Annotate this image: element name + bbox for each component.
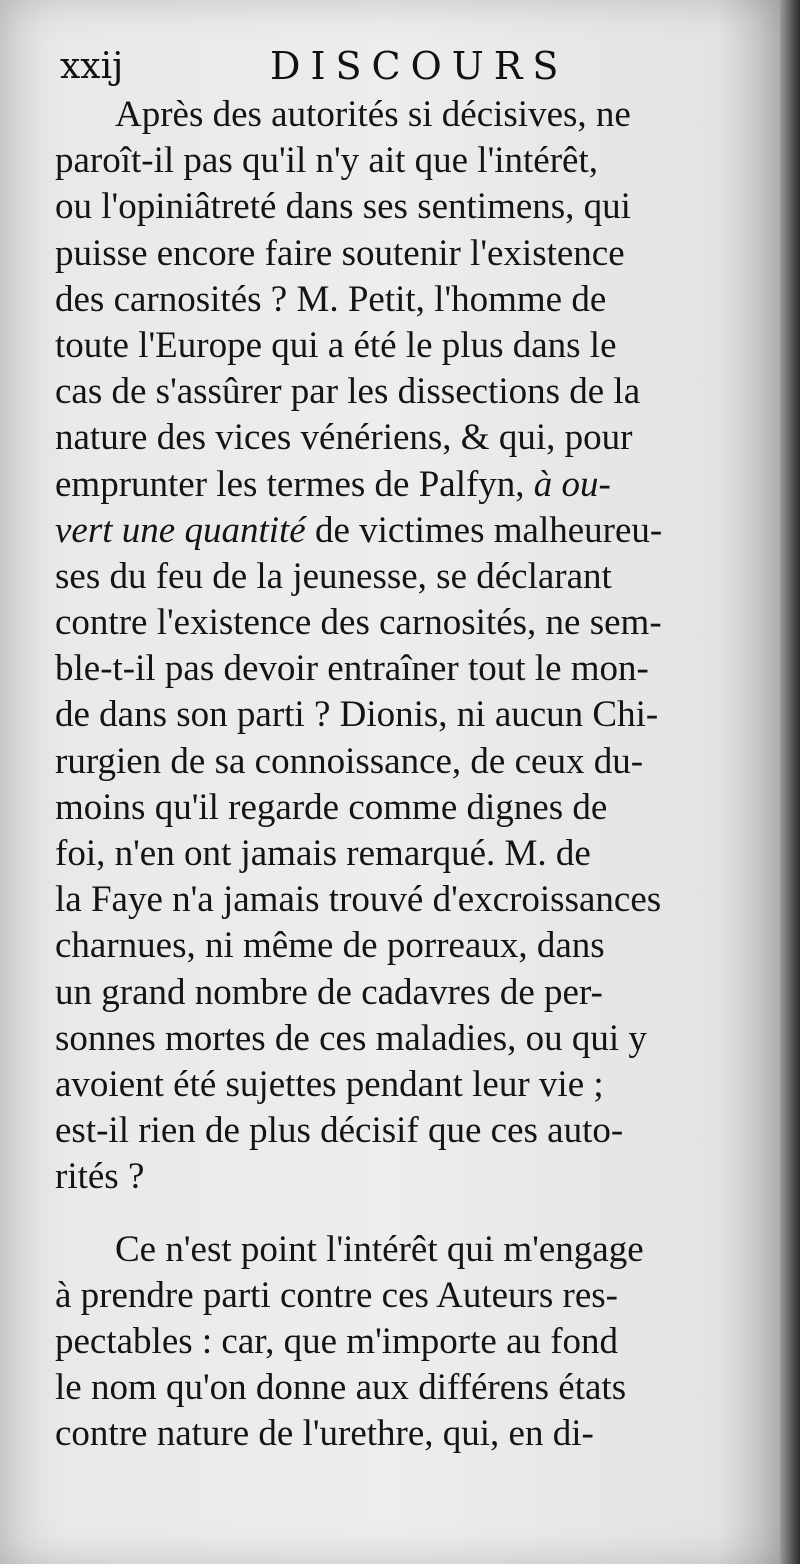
text-line: paroît-il pas qu'il n'y ait que l'intérêt,: [55, 140, 599, 182]
text-line: sonnes mortes de ces maladies, ou qui y: [55, 1017, 647, 1059]
text-line: rités ?: [55, 1156, 145, 1198]
text-line: avoient été sujettes pendant leur vie ;: [55, 1063, 604, 1105]
text-line: est-il rien de plus décisif que ces auto-: [55, 1110, 624, 1152]
text-line: contre l'existence des carnosités, ne sem-: [55, 602, 662, 644]
text-line: vert une quantité de victimes malheureu-: [55, 509, 663, 551]
running-title: DISCOURS: [270, 44, 569, 88]
text-line: moins qu'il regarde comme dignes de: [55, 786, 608, 828]
text-line: nature des vices vénériens, & qui, pour: [55, 417, 633, 459]
italic-quote: vert une quantité: [55, 509, 306, 551]
text-line: charnues, ni même de porreaux, dans: [55, 925, 605, 967]
text-line: cas de s'assûrer par les dissections de la: [55, 371, 641, 413]
text-line: toute l'Europe qui a été le plus dans le: [55, 324, 617, 366]
text-line: ble-t-il pas devoir entraîner tout le mon-: [55, 648, 649, 690]
body-text: [55, 92, 725, 1457]
text-line: des carnosités ? M. Petit, l'homme de: [55, 278, 607, 320]
book-spine-shadow: [780, 0, 800, 1564]
text-line: rurgien de sa connoissance, de ceux du-: [55, 740, 644, 782]
italic-quote: à ou-: [533, 463, 611, 505]
paragraph-gap: [55, 1201, 725, 1227]
page-number: xxij: [60, 46, 124, 87]
text-line: la Faye n'a jamais trouvé d'excroissances: [55, 879, 662, 921]
text-line: à prendre parti contre ces Auteurs res-: [55, 1274, 618, 1316]
text-line: emprunter les termes de Palfyn, à ou-: [55, 463, 611, 505]
text-line: puisse encore faire soutenir l'existence: [55, 232, 625, 274]
text-line: Après des autorités si décisives, ne: [115, 94, 631, 135]
text-line: Ce n'est point l'intérêt qui m'engage: [115, 1228, 644, 1270]
text-line: contre nature de l'urethre, qui, en di-: [55, 1413, 594, 1455]
text-line: foi, n'en ont jamais remarqué. M. de: [55, 833, 591, 874]
text-line: le nom qu'on donne aux différens états: [55, 1367, 627, 1409]
text-line: pectables : car, que m'importe au fond: [55, 1320, 619, 1362]
text-line: un grand nombre de cadavres de per-: [55, 971, 603, 1013]
text-line: de dans son parti ? Dionis, ni aucun Chi-: [55, 694, 659, 736]
text-line: ses du feu de la jeunesse, se déclarant: [55, 555, 612, 597]
text-line: ou l'opiniâtreté dans ses sentimens, qui: [55, 186, 631, 228]
page-header: [60, 40, 740, 100]
